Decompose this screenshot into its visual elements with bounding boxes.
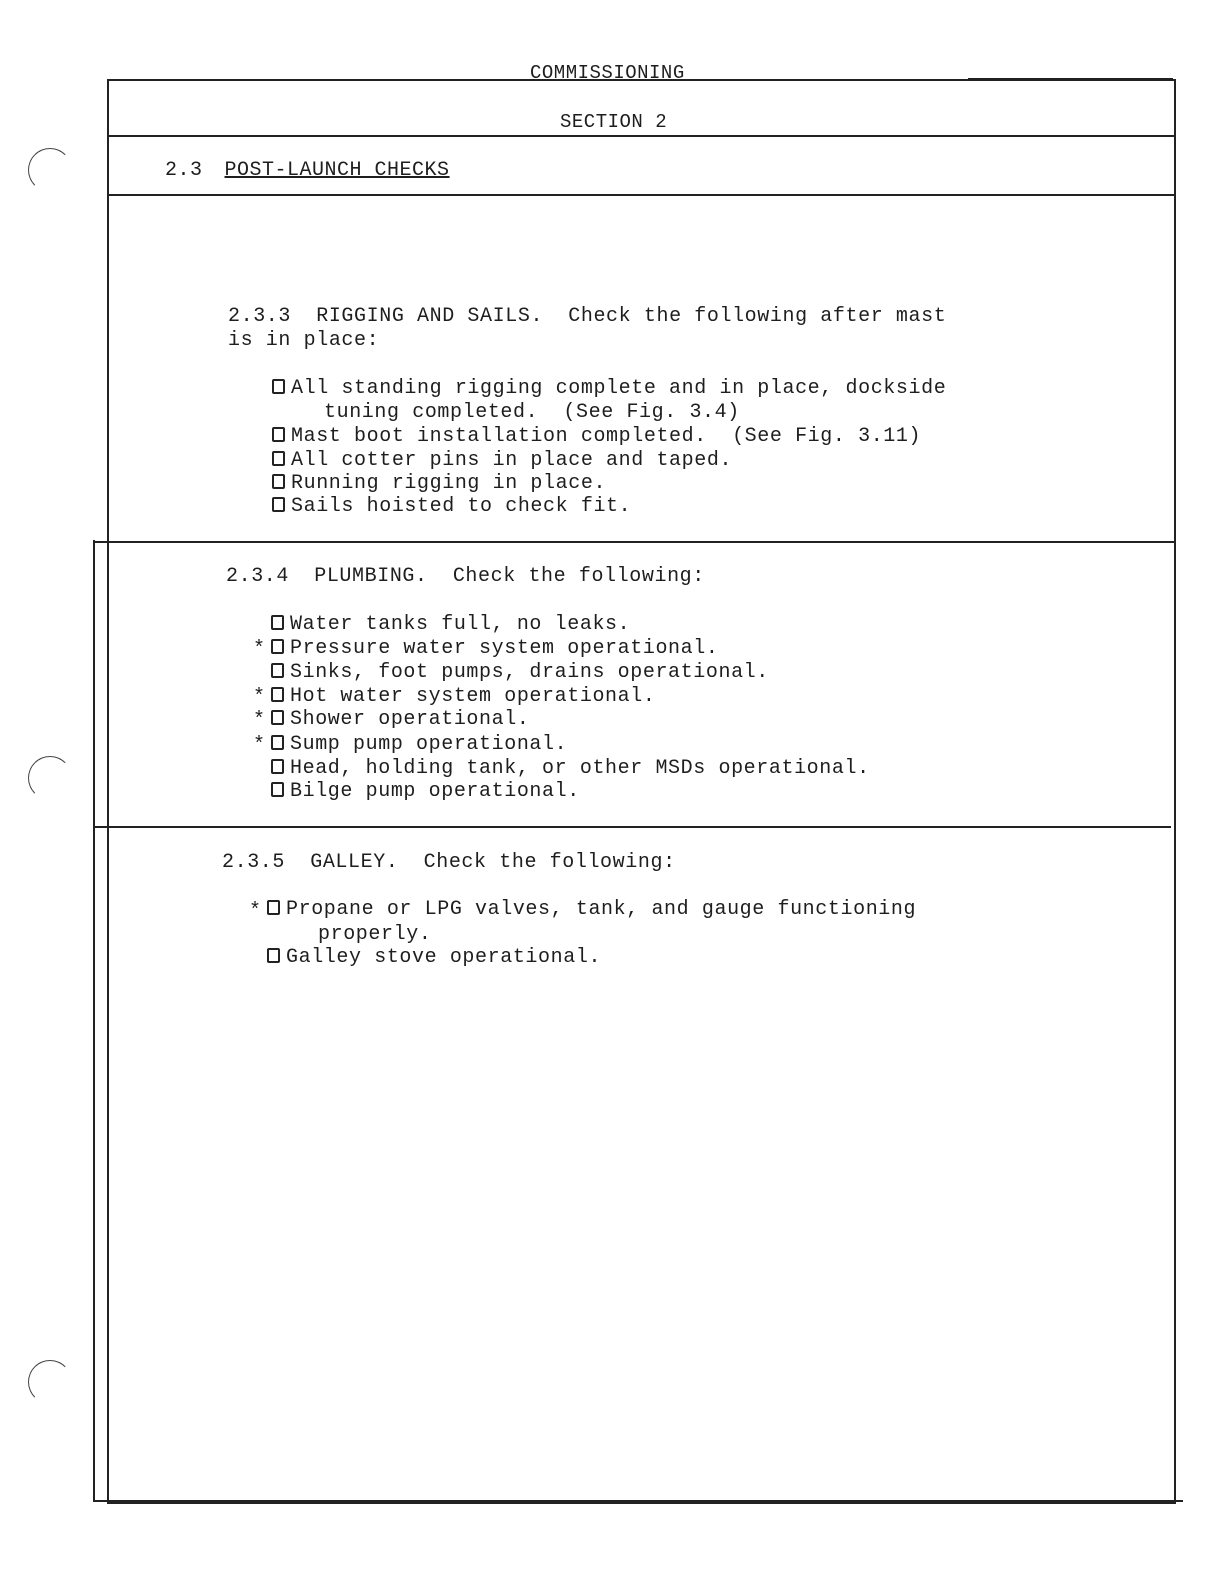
rigging-heading: 2.3.3 RIGGING AND SAILS. Check the following after mast	[228, 305, 947, 328]
checkbox[interactable]	[271, 615, 284, 630]
checkbox[interactable]	[267, 948, 280, 963]
checkbox[interactable]	[271, 735, 284, 750]
subsection-number: 2.3	[165, 159, 203, 182]
plumbing-item: Hot water system operational.	[271, 685, 655, 709]
checkbox[interactable]	[272, 497, 285, 512]
rigging-item: Mast boot installation completed. (See Fig. 3.11)	[272, 425, 921, 449]
rigging-item-cont: tuning completed. (See Fig. 3.4)	[324, 401, 740, 424]
checkbox[interactable]	[272, 451, 285, 466]
required-star: *	[253, 734, 266, 757]
checkbox[interactable]	[271, 782, 284, 797]
divider-subsection	[107, 194, 1174, 196]
rigging-item: All standing rigging complete and in place, dockside	[272, 377, 946, 401]
plumbing-item: Sinks, foot pumps, drains operational.	[271, 661, 769, 685]
rigging-item: Running rigging in place.	[272, 472, 606, 496]
plumbing-item: Head, holding tank, or other MSDs operational.	[271, 757, 870, 781]
galley-item: Galley stove operational.	[267, 946, 601, 970]
required-star: *	[253, 686, 266, 709]
divider-rigging	[93, 541, 1174, 543]
subsection-title: POST-LAUNCH CHECKS	[224, 159, 450, 182]
subsection-heading	[165, 159, 450, 182]
binder-hole-top	[28, 148, 72, 192]
rigging-item: Sails hoisted to check fit.	[272, 495, 631, 519]
checkbox[interactable]	[271, 687, 284, 702]
document-title: COMMISSIONING	[530, 62, 685, 84]
checkbox[interactable]	[272, 379, 285, 394]
plumbing-item: Water tanks full, no leaks.	[271, 613, 630, 637]
galley-item: Propane or LPG valves, tank, and gauge functioning	[267, 898, 916, 922]
divider-section	[107, 135, 1174, 137]
galley-heading: 2.3.5 GALLEY. Check the following:	[222, 851, 676, 874]
checkbox[interactable]	[272, 427, 285, 442]
rigging-heading-cont: is in place:	[228, 329, 380, 352]
checkbox[interactable]	[272, 474, 285, 489]
rigging-item: All cotter pins in place and taped.	[272, 449, 732, 473]
checkbox[interactable]	[271, 710, 284, 725]
required-star: *	[249, 900, 262, 923]
checkbox[interactable]	[267, 900, 280, 915]
section-label: SECTION 2	[560, 111, 668, 133]
plumbing-item: Bilge pump operational.	[271, 780, 580, 804]
plumbing-item: Pressure water system operational.	[271, 637, 718, 661]
checkbox[interactable]	[271, 639, 284, 654]
frame-bottom-edge	[93, 1500, 1183, 1502]
binder-hole-middle	[28, 756, 72, 800]
divider-plumbing	[93, 826, 1171, 828]
required-star: *	[253, 638, 266, 661]
plumbing-item: Sump pump operational.	[271, 733, 567, 757]
checkbox[interactable]	[271, 663, 284, 678]
required-star: *	[253, 709, 266, 732]
plumbing-item: Shower operational.	[271, 708, 529, 732]
plumbing-heading: 2.3.4 PLUMBING. Check the following:	[226, 565, 705, 588]
galley-item-cont: properly.	[318, 923, 432, 946]
page-frame	[107, 79, 1176, 1504]
frame-left-edge	[93, 540, 95, 1502]
checkbox[interactable]	[271, 759, 284, 774]
binder-hole-bottom	[28, 1360, 72, 1404]
